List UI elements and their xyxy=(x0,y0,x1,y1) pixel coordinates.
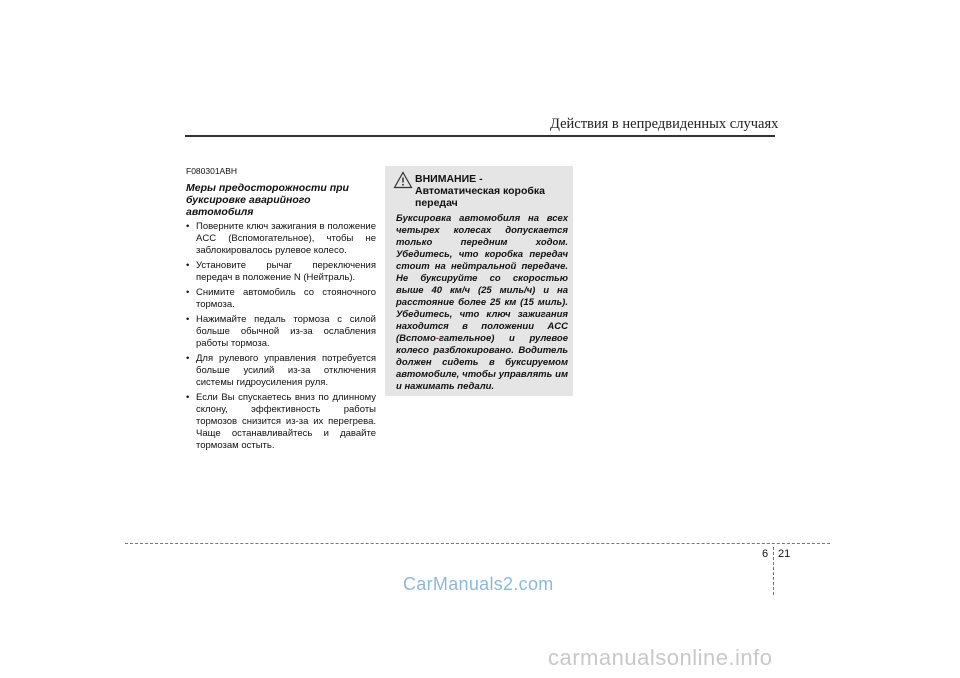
list-item: • Нажимайте педаль тормоза с силой больше обычной из-за ослабления работы тормоза. xyxy=(186,314,376,350)
warning-hyphen: - xyxy=(435,333,439,344)
watermark-secondary: carmanualsonline.info xyxy=(548,645,773,670)
warning-body-text: Буксировка автомобиля на всех четырех колесах допускается только передним ходом. Убедитесь, что коробка передач стоит на нейтральной передаче. Не буксируйте со скоростью выше 40 км/ч (25 миль/ч) и на расстояние более 25 км (15 миль). Убедитесь, что ключ зажигания находится в положении ACC (Вспомо xyxy=(396,213,568,344)
list-item: • Для рулевого управления потребуется больше усилий из-за отключения системы гидроусиления руля. xyxy=(186,353,376,389)
footer-dashed-rule xyxy=(125,543,830,544)
page-number-divider xyxy=(773,547,774,595)
section-code: F080301ABH xyxy=(186,166,238,176)
warning-body-text-continued: гательное) и рулевое колесо разблокировано. Водитель должен сидеть в буксируемом автомобиле, чтобы управлять им и нажимать педали. xyxy=(396,333,568,392)
warning-heading: ВНИМАНИЕ - Автоматическая коробка передач xyxy=(415,173,545,209)
list-item: • Установите рычаг переключения передач в положение N (Нейтраль). xyxy=(186,260,376,284)
warning-box xyxy=(385,166,573,396)
header-rule xyxy=(185,135,775,137)
page-number: 21 xyxy=(778,548,791,560)
warning-body xyxy=(396,213,568,393)
list-item: • Поверните ключ зажигания в положение ACC (Вспомогательное), чтобы не заблокировалось рулевое колесо. xyxy=(186,221,376,257)
towing-precautions-column xyxy=(186,166,376,455)
list-item: • Снимите автомобиль со стояночного тормоза. xyxy=(186,287,376,311)
watermark-primary[interactable]: CarManuals2.com xyxy=(403,574,554,594)
chapter-number: 6 xyxy=(762,548,769,560)
section-title: Меры предосторожности при буксировке аварийного автомобиля xyxy=(186,182,349,218)
warning-triangle-icon xyxy=(393,171,413,189)
precautions-list xyxy=(186,221,376,452)
section-header-title: Действия в непредвиденных случаях xyxy=(550,116,779,132)
list-item: • Если Вы спускаетесь вниз по длинному склону, эффективность работы тормозов снизится из-за их перегрева. Чаще останавливайтесь и давайте тормозам остыть. xyxy=(186,392,376,452)
